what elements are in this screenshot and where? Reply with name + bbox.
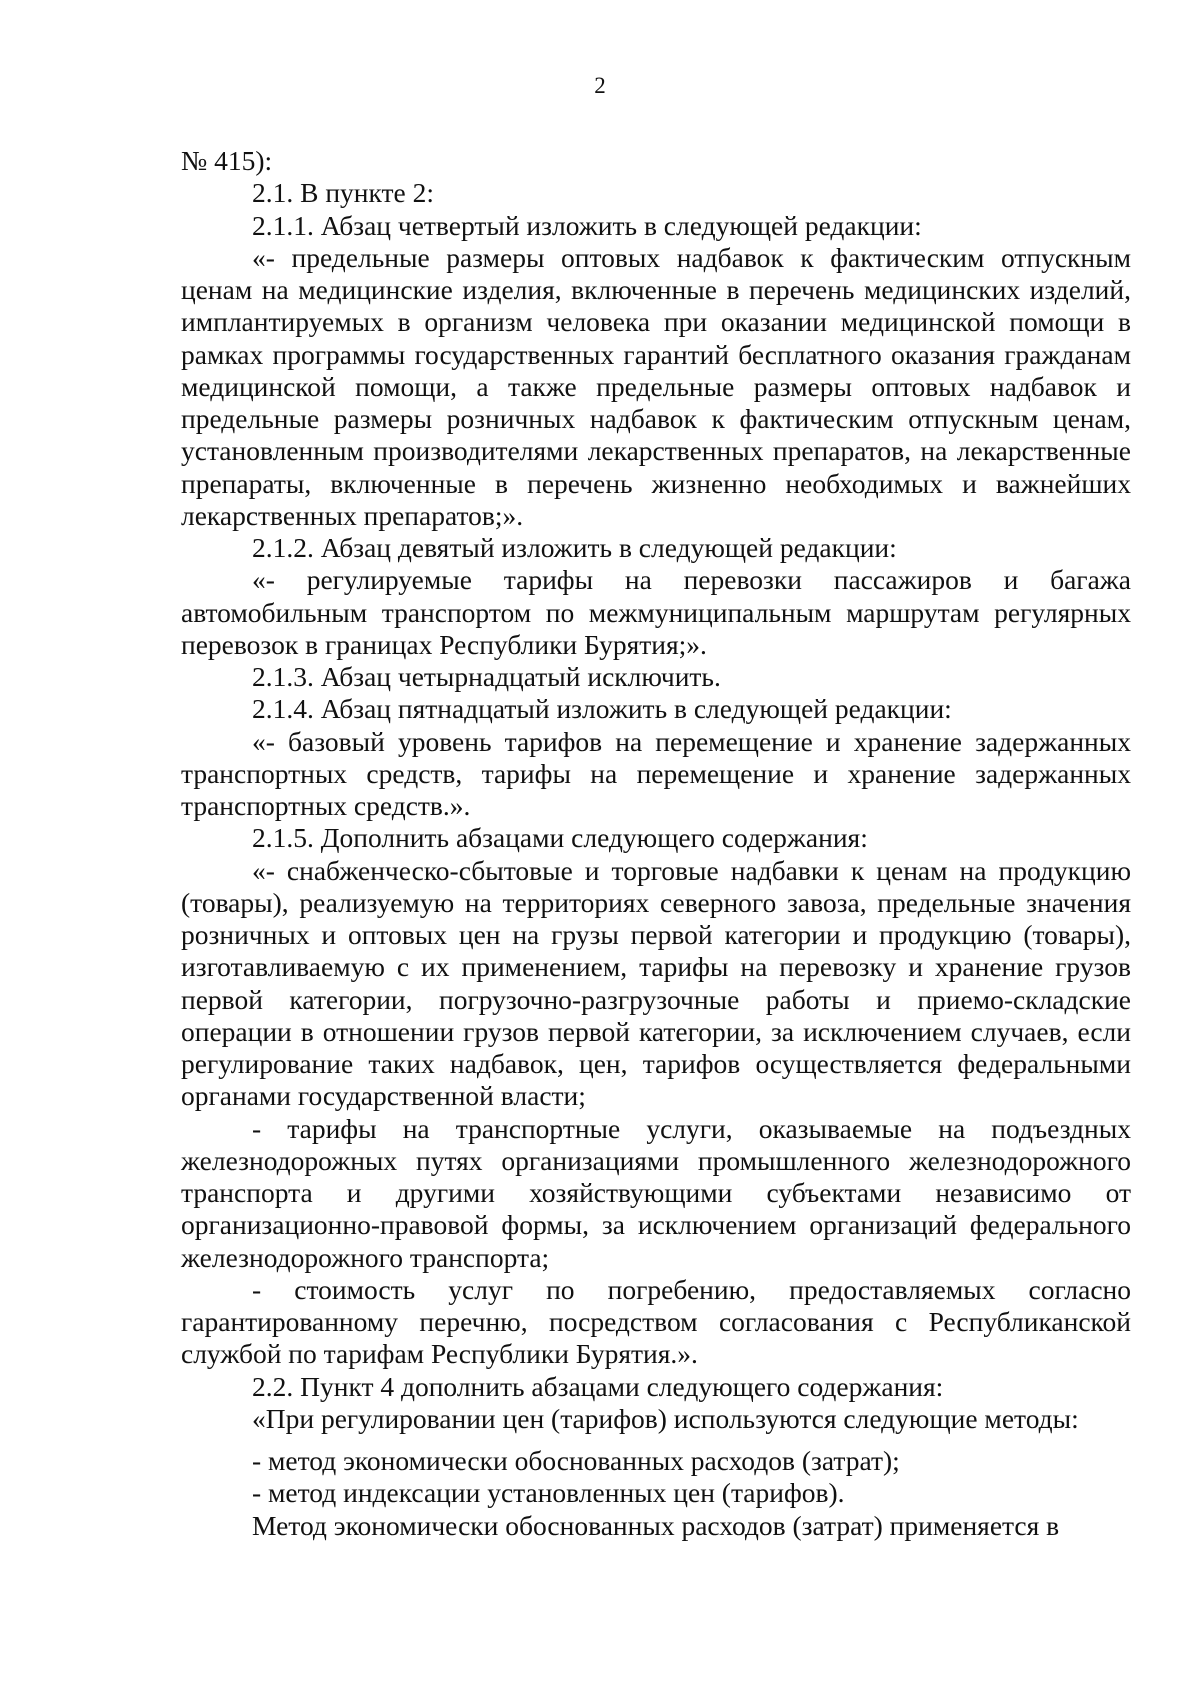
paragraph-method-costs: - метод экономически обоснованных расходов (затрат); [252, 1445, 900, 1476]
paragraph-item-2-1-4: 2.1.4. Абзац пятнадцатый изложить в следующей редакции: [252, 693, 952, 725]
paragraph-railway-tariffs: - тарифы на транспортные услуги, оказываемые на подъездных железнодорожных путях организациями промышленного железнодорожного транспорта и другими хозяйствующими субъектами независимо от организационно-правовой формы, за исключением организаций федерального железнодорожного транспорта; [181, 1112, 1131, 1273]
paragraph-methods-intro: «При регулировании цен (тарифов) используются следующие методы: [252, 1402, 1079, 1434]
paragraph-burial-services: - стоимость услуг по погребению, предоставляемых согласно гарантированному перечню, посредством согласования с Республиканской службой по тарифам Республики Бурятия.». [181, 1273, 1131, 1370]
paragraph-item-2-2: 2.2. Пункт 4 дополнить абзацами следующего содержания: [252, 1370, 944, 1402]
paragraph-item-2-1-1: 2.1.1. Абзац четвертый изложить в следующей редакции: [252, 209, 922, 241]
paragraph-quote-tariffs: «- регулируемые тарифы на перевозки пассажиров и багажа автомобильным транспортом по межмуниципальным маршрутам регулярных перевозок в границах Республики Бурятия;». [181, 564, 1131, 660]
paragraph-quote-markups: «- предельные размеры оптовых надбавок к фактическим отпускным ценам на медицинские изделия, включенные в перечень медицинских изделий, имплантируемых в организм человека при оказании медицинской помощи в рамках программы государственных гарантий бесплатного оказания гражданам медицинской помощи, а также предельные размеры оптовых надбавок и предельные размеры розничных надбавок к фактическим отпускным ценам, установленным производителями лекарственных препаратов, на лекарственные препараты, включенные в перечень жизненно необходимых и важнейших лекарственных препаратов;». [181, 241, 1131, 531]
paragraph-quote-vehicles: «- базовый уровень тарифов на перемещение и хранение задержанных транспортных средств, тарифы на перемещение и хранение задержанных транспортных средств.». [181, 725, 1131, 821]
paragraph-item-2-1: 2.1. В пункте 2: [252, 177, 435, 209]
paragraph-item-2-1-2: 2.1.2. Абзац девятый изложить в следующей редакции: [252, 532, 897, 563]
paragraph-method-costs-applied: Метод экономически обоснованных расходов (затрат) применяется в [252, 1509, 1060, 1541]
document-body [181, 145, 1131, 1542]
page-number: 2 [594, 73, 606, 98]
paragraph-continuation: № 415): [181, 145, 273, 176]
paragraph-method-indexation: - метод индексации установленных цен (тарифов). [252, 1477, 845, 1509]
paragraph-item-2-1-5: 2.1.5. Дополнить абзацами следующего содержания: [252, 822, 868, 854]
paragraph-item-2-1-3: 2.1.3. Абзац четырнадцатый исключить. [252, 661, 721, 692]
paragraph-quote-northern-delivery: «- снабженческо-сбытовые и торговые надбавки к ценам на продукцию (товары), реализуемую на территориях северного завоза, предельные значения розничных и оптовых цен на грузы первой категории и продукцию (товары), изготавливаемую с их применением, тарифы на перевозку и хранение грузов первой категории, погрузочно-разгрузочные работы и приемо-складские операции в отношении грузов первой категории, за исключением случаев, если регулирование таких надбавок, цен, тарифов осуществляется федеральными органами государственной власти; [181, 854, 1131, 1112]
